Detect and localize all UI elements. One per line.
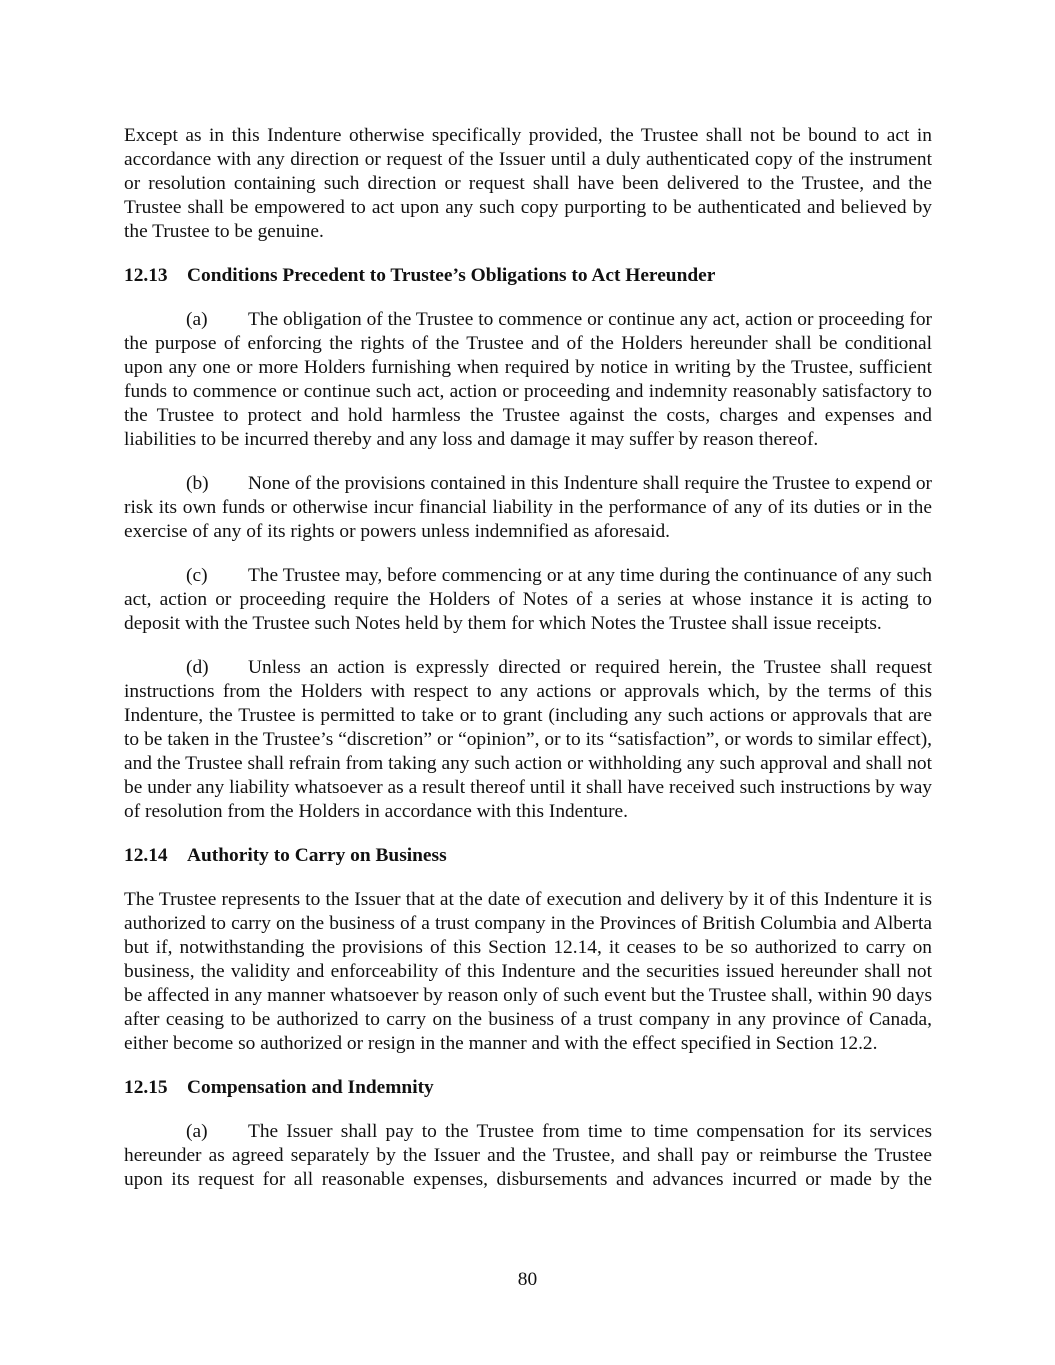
intro-paragraph: Except as in this Indenture otherwise specifically provided, the Trustee shall not be bound to act in accordance with any direction or request of the Issuer until a duly authenticated copy of the instrument or resolution containing such direction or request shall have been delivered to the Trustee, and the Trustee shall be empowered to act upon any such copy purporting to be authenticated and believed by the Trustee to be genuine. <box>124 125 932 242</box>
document-page <box>124 124 932 1192</box>
subparagraph-text: The obligation of the Trustee to commence or continue any act, action or proceeding for the purpose of enforcing the rights of the Trustee and of the Holders hereunder shall be conditional upon any one or more Holders furnishing when required by notice in writing by the Trustee, sufficient funds to commence or continue such act, action or proceeding and indemnity reasonably satisfactory to the Trustee to protect and hold harmless the Trustee against the costs, charges and expenses and liabilities to be incurred thereby and any loss and damage it may suffer by reason thereof. <box>124 309 932 450</box>
subparagraph-d <box>124 656 932 824</box>
subparagraph-text: None of the provisions contained in this Indenture shall require the Trustee to expend or risk its own funds or otherwise incur financial liability in the performance of any of its duties or in the exercise of any of its rights or powers unless indemnified as aforesaid. <box>124 473 932 542</box>
subparagraph-a <box>124 1120 932 1192</box>
section-title: Compensation and Indemnity <box>187 1077 434 1098</box>
subparagraph-label: (d) <box>186 657 209 678</box>
section-number: 12.14 <box>124 845 168 866</box>
subparagraph-c <box>124 564 932 636</box>
section-number: 12.13 <box>124 265 168 286</box>
section-body-12-14: The Trustee represents to the Issuer that at the date of execution and delivery by it of this Indenture it is authorized to carry on the business of a trust company in the Provinces of British Columbia and Alberta but if, notwithstanding the provisions of this Section 12.14, it ceases to be so authorized to carry on business, the validity and enforceability of this Indenture and the securities issued hereunder shall not be affected in any manner whatsoever by reason only of such event but the Trustee shall, within 90 days after ceasing to be authorized to carry on the business of a trust company in any province of Canada, either become so authorized or resign in the manner and with the effect specified in Section 12.2. <box>124 889 932 1054</box>
subparagraph-text: The Issuer shall pay to the Trustee from time to time compensation for its services hereunder as agreed separately by the Issuer and the Trustee, and shall pay or reimburse the Trustee upon its request for all reasonable expenses, disbursements and advances incurred or made by the <box>124 1121 932 1190</box>
section-title: Conditions Precedent to Trustee’s Obligations to Act Hereunder <box>187 265 716 286</box>
section-heading-12-13 <box>124 264 932 288</box>
page-number: 80 <box>517 1269 538 1290</box>
section-title: Authority to Carry on Business <box>187 845 447 866</box>
subparagraph-a <box>124 308 932 452</box>
subparagraph-text: The Trustee may, before commencing or at any time during the continuance of any such act, action or proceeding require the Holders of Notes of a series at whose instance it is acting to deposit with the Trustee such Notes held by them for which Notes the Trustee shall issue receipts. <box>124 565 932 634</box>
section-heading-12-14 <box>124 844 932 868</box>
subparagraph-text: Unless an action is expressly directed or required herein, the Trustee shall request instructions from the Holders with respect to any actions or approvals which, by the terms of this Indenture, the Trustee is permitted to take or to grant (including any such actions or approvals that are to be taken in the Trustee’s “discretion” or “opinion”, or to its “satisfaction”, or words to similar effect), and the Trustee shall refrain from taking any such action or withholding any such approval and shall not be under any liability whatsoever as a result thereof until it shall have received such instructions by way of resolution from the Holders in accordance with this Indenture. <box>124 657 932 822</box>
subparagraph-label: (a) <box>186 1121 208 1142</box>
subparagraph-label: (a) <box>186 309 208 330</box>
section-number: 12.15 <box>124 1077 168 1098</box>
section-heading-12-15 <box>124 1076 932 1100</box>
subparagraph-b <box>124 472 932 544</box>
subparagraph-label: (b) <box>186 473 209 494</box>
subparagraph-label: (c) <box>186 565 208 586</box>
